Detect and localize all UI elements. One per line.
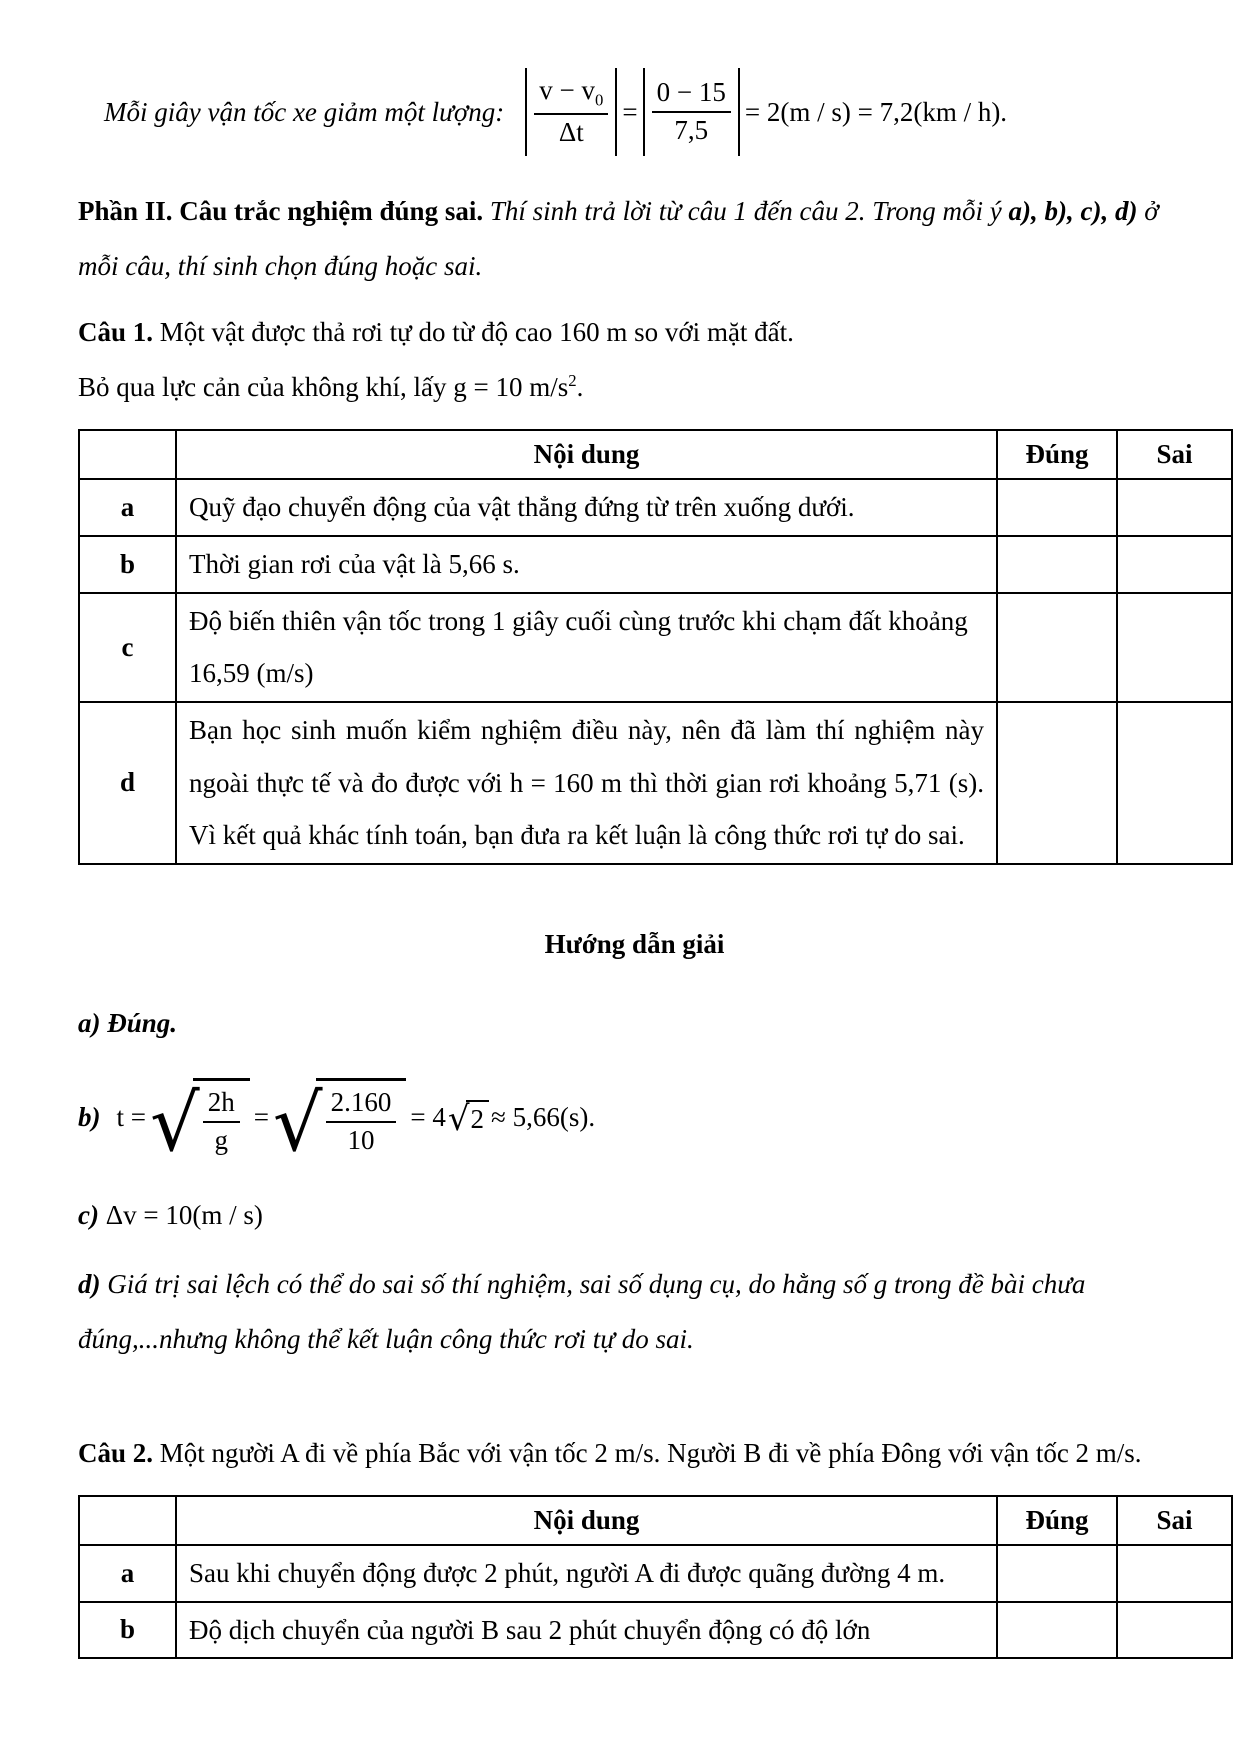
table-row-d xyxy=(79,702,1232,864)
answer-cell-dung[interactable] xyxy=(997,1602,1117,1659)
sqrt1-numerator: 2h xyxy=(203,1086,240,1123)
row-content: Độ dịch chuyển của người B sau 2 phút chuyển động có độ lớn xyxy=(176,1602,997,1659)
question1-line2-period: . xyxy=(576,372,584,403)
abs-bar xyxy=(525,68,527,156)
radical-icon: √ xyxy=(447,1098,470,1139)
true-false-table-1 xyxy=(78,429,1233,864)
equals-sign: = xyxy=(622,96,638,127)
frac1-numerator: v − v xyxy=(539,75,596,106)
solution-b-lead: t = xyxy=(116,1102,146,1133)
question1-line2: Bỏ qua lực cản của không khí, lấy g = 10 m/s xyxy=(78,372,569,403)
intro-formula xyxy=(104,66,1190,158)
solution-c xyxy=(78,1188,1190,1243)
frac2-denominator: 7,5 xyxy=(674,115,709,145)
equals-sign: = xyxy=(253,1102,269,1133)
solution-d-text: Giá trị sai lệch có thể do sai số thí nghiệm, sai số dụng cụ, do hằng số g trong đề bài chưa đúng,...nhưng không thể kết luận công thức rơi tự do sai. xyxy=(78,1268,1086,1355)
solution-b-eq2: = 4 xyxy=(410,1102,446,1133)
header-blank xyxy=(79,430,176,479)
answer-cell-sai[interactable] xyxy=(1117,593,1232,702)
radical-icon: √ xyxy=(272,1079,323,1170)
solution-d xyxy=(78,1257,1190,1368)
fraction-numbers xyxy=(652,76,731,148)
solution-title: Hướng dẫn giải xyxy=(544,928,725,959)
solution-d-label: d) xyxy=(78,1268,101,1299)
solution-c-math: Δv = 10(m / s) xyxy=(105,1199,263,1230)
question1-text xyxy=(78,305,1190,416)
solution-b-tail: ≈ 5,66(s). xyxy=(491,1102,596,1133)
abs-bar xyxy=(738,68,740,156)
answer-cell-sai[interactable] xyxy=(1117,1602,1232,1659)
intro-label: Mỗi giây vận tốc xe giảm một lượng: xyxy=(104,96,505,127)
header-noi-dung: Nội dung xyxy=(176,1496,997,1545)
solution-a xyxy=(78,996,1190,1051)
answer-cell-dung[interactable] xyxy=(997,479,1117,536)
row-letter: a xyxy=(79,1545,176,1602)
row-content: Sau khi chuyển động được 2 phút, người A đi được quãng đường 4 m. xyxy=(176,1545,997,1602)
row-letter: c xyxy=(79,593,176,702)
sqrt-expression-1 xyxy=(149,1078,250,1170)
question1-exponent: 2 xyxy=(568,371,577,391)
answer-cell-dung[interactable] xyxy=(997,702,1117,864)
solution-a-label: a) xyxy=(78,1008,101,1039)
part2-heading xyxy=(78,184,1190,295)
answer-cell-dung[interactable] xyxy=(997,593,1117,702)
row-content: Quỹ đạo chuyển động của vật thẳng đứng từ trên xuống dưới. xyxy=(176,479,997,536)
table-row-c xyxy=(79,593,1232,702)
row-content: Độ biến thiên vận tốc trong 1 giây cuối cùng trước khi chạm đất khoảng 16,59 (m/s) xyxy=(176,593,997,702)
solution-a-text: Đúng. xyxy=(107,1008,178,1039)
row-content: Bạn học sinh muốn kiểm nghiệm điều này, nên đã làm thí nghiệm này ngoài thực tế và đo được với h = 160 m thì thời gian rơi khoảng 5,71 (s). Vì kết quả khác tính toán, bạn đưa ra kết luận là công thức rơi tự do sai. xyxy=(176,702,997,864)
question2-text xyxy=(78,1426,1190,1481)
sqrt-expression-2 xyxy=(272,1078,406,1170)
radical-icon: √ xyxy=(149,1079,200,1170)
table-row-b xyxy=(79,1602,1232,1659)
table2-header-row xyxy=(79,1496,1232,1545)
question1-statement: Một vật được thả rơi tự do từ độ cao 160 m so với mặt đất. xyxy=(159,316,794,347)
table-row-a xyxy=(79,1545,1232,1602)
solution-b-label: b) xyxy=(78,1102,101,1133)
frac1-denominator: Δt xyxy=(558,116,584,147)
sqrt1-denominator: g xyxy=(214,1124,228,1155)
answer-cell-sai[interactable] xyxy=(1117,702,1232,864)
header-sai: Sai xyxy=(1117,430,1232,479)
part2-items-bcd: b), c), d) xyxy=(1044,196,1138,226)
table-row-b xyxy=(79,536,1232,593)
header-dung: Đúng xyxy=(997,1496,1117,1545)
answer-cell-dung[interactable] xyxy=(997,1545,1117,1602)
fraction-velocity xyxy=(534,74,608,149)
row-letter: a xyxy=(79,479,176,536)
table-row-a xyxy=(79,479,1232,536)
part2-instruction-1: Thí sinh trả lời từ câu 1 đến câu 2. Trong mỗi ý xyxy=(489,196,1002,226)
true-false-table-2 xyxy=(78,1495,1233,1659)
part2-title: Phần II. Câu trắc nghiệm đúng sai. xyxy=(78,196,484,226)
table1-header-row xyxy=(79,430,1232,479)
abs-bar xyxy=(615,68,617,156)
solution-b xyxy=(78,1062,1190,1174)
abs-bar xyxy=(643,68,645,156)
header-noi-dung: Nội dung xyxy=(176,430,997,479)
question1-label: Câu 1. xyxy=(78,316,154,347)
answer-cell-sai[interactable] xyxy=(1117,1545,1232,1602)
answer-cell-dung[interactable] xyxy=(997,536,1117,593)
header-sai: Sai xyxy=(1117,1496,1232,1545)
header-blank xyxy=(79,1496,176,1545)
frac1-num-subscript: 0 xyxy=(595,90,604,110)
row-content: Thời gian rơi của vật là 5,66 s. xyxy=(176,536,997,593)
answer-cell-sai[interactable] xyxy=(1117,536,1232,593)
question2-statement: Một người A đi về phía Bắc với vận tốc 2 m/s. Người B đi về phía Đông với vận tốc 2 m/s. xyxy=(159,1437,1142,1468)
frac2-numerator: 0 − 15 xyxy=(652,76,731,113)
question2-label: Câu 2. xyxy=(78,1437,154,1468)
part2-instruction-2: ở mỗi câu, thí sinh chọn đúng hoặc sai. xyxy=(78,196,1159,282)
intro-result: = 2(m / s) = 7,2(km / h). xyxy=(744,96,1008,127)
row-letter: b xyxy=(79,536,176,593)
sqrt-expression-3 xyxy=(447,1098,489,1139)
answer-cell-sai[interactable] xyxy=(1117,479,1232,536)
header-dung: Đúng xyxy=(997,430,1117,479)
solution-c-label: c) xyxy=(78,1199,99,1230)
sqrt2-numerator: 2.160 xyxy=(326,1086,397,1123)
part2-item-a: a), xyxy=(1008,196,1038,226)
sqrt3-radicand: 2 xyxy=(466,1100,490,1135)
row-letter: d xyxy=(79,702,176,864)
row-letter: b xyxy=(79,1602,176,1659)
sqrt2-denominator: 10 xyxy=(347,1124,375,1155)
